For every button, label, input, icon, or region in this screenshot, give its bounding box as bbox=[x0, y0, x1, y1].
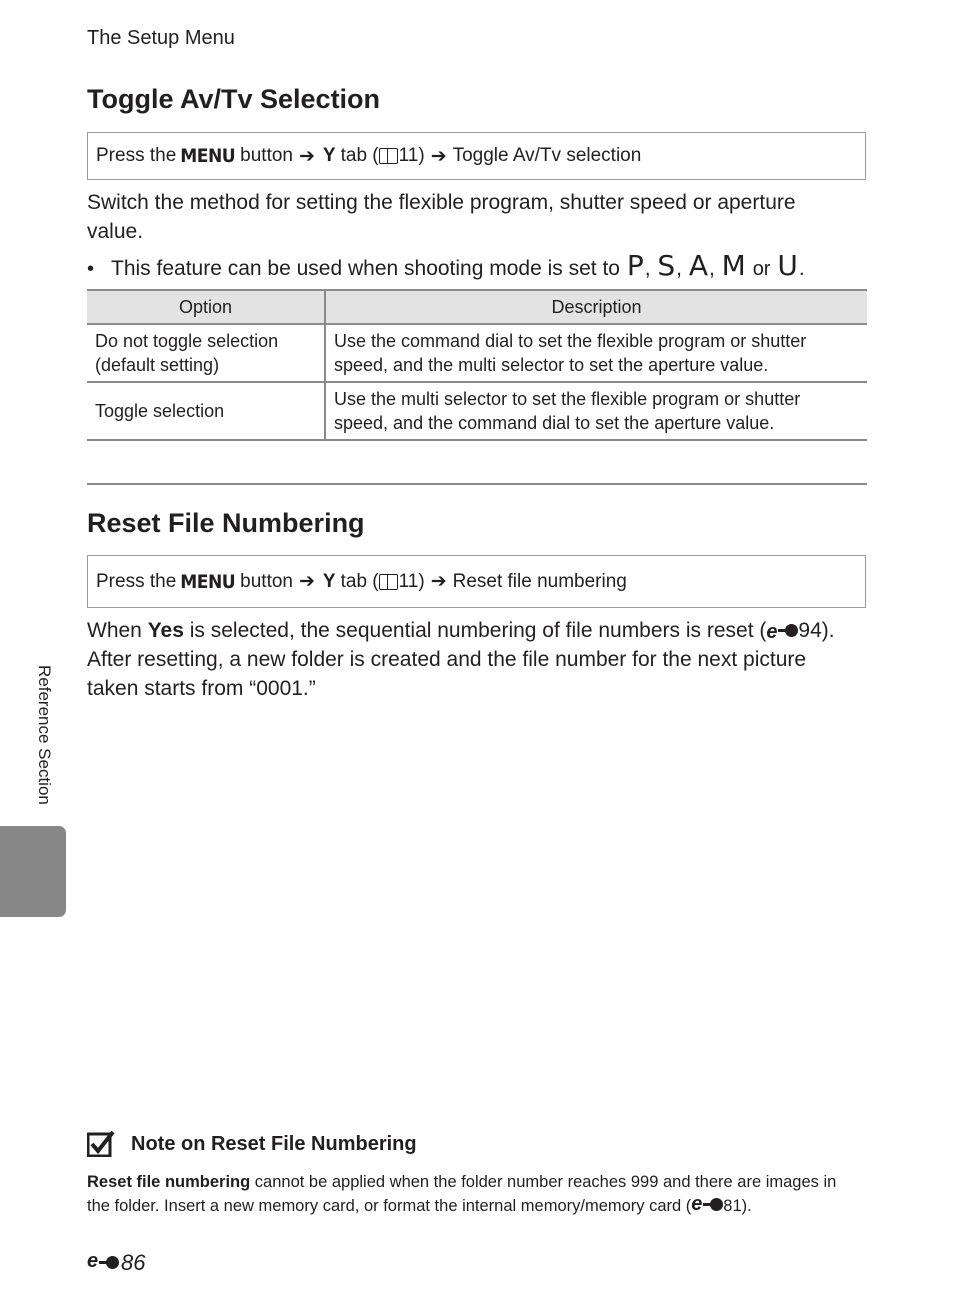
menu-path-tab-word: tab ( bbox=[340, 570, 379, 592]
menu-path-page-ref: 11) bbox=[398, 145, 425, 166]
table-row bbox=[87, 324, 867, 382]
note-text: cannot be applied when the folder number reaches 999 and there are images in the folder. Insert a new memory card, or format the internal memory/memory card ( bbox=[87, 1173, 837, 1215]
mode-m-icon: M bbox=[721, 249, 746, 282]
bullet-end: . bbox=[798, 257, 805, 280]
mode-s-icon: S bbox=[657, 249, 676, 282]
table-row bbox=[87, 382, 867, 440]
section-divider bbox=[87, 483, 867, 485]
bullet-or-word: or bbox=[752, 258, 771, 280]
menu-button-icon: MENU bbox=[180, 570, 236, 593]
page-number-value: 86 bbox=[121, 1250, 146, 1275]
reference-e-icon: e bbox=[87, 1254, 121, 1272]
description-cell: Use the command dial to set the flexible program or shutter speed, and the multi selector to set the aperture value. bbox=[325, 324, 867, 382]
wrench-icon: Y bbox=[322, 570, 336, 592]
mode-u-icon: U bbox=[777, 249, 798, 282]
mode-a-icon: A bbox=[688, 249, 708, 282]
menu-path-target: Reset file numbering bbox=[452, 570, 627, 592]
note-body bbox=[87, 1170, 847, 1218]
description-cell: Use the multi selector to set the flexible program or shutter speed, and the command dial to set the aperture value. bbox=[325, 382, 867, 440]
reference-e-icon: e bbox=[691, 1196, 723, 1212]
option-name: Do not toggle selection bbox=[95, 331, 279, 351]
checkmark-icon bbox=[87, 1131, 115, 1157]
menu-path-target: Toggle Av/Tv selection bbox=[452, 145, 642, 166]
bullet-note: • This feature can be used when shooting mode is set to P , S , A , M or U . bbox=[87, 249, 805, 282]
option-default-note: (default setting) bbox=[95, 355, 220, 375]
book-icon bbox=[379, 574, 398, 590]
options-table bbox=[87, 289, 867, 441]
menu-path-prefix: Press the bbox=[96, 570, 177, 592]
side-tab-marker bbox=[0, 826, 66, 917]
reset-desc-pre: When bbox=[87, 619, 148, 642]
menu-path-button-word: button bbox=[240, 145, 293, 166]
table-header-description: Description bbox=[325, 290, 867, 324]
section-intro-text: Switch the method for setting the flexible program, shutter speed or aperture value. bbox=[87, 191, 796, 243]
mode-p-icon: P bbox=[626, 249, 644, 282]
menu-path-tab-word: tab ( bbox=[340, 145, 379, 166]
menu-button-icon: MENU bbox=[180, 145, 236, 167]
running-header: The Setup Menu bbox=[87, 27, 235, 49]
menu-path-button-word: button bbox=[240, 570, 293, 592]
note-bold-term: Reset file numbering bbox=[87, 1173, 251, 1191]
menu-path-prefix: Press the bbox=[96, 145, 177, 166]
arrow-right-icon: ➔ bbox=[430, 145, 447, 167]
book-icon bbox=[379, 148, 398, 164]
arrow-right-icon: ➔ bbox=[430, 571, 447, 592]
reset-desc-post: After resetting, a new folder is created and the file number for the next picture taken starts from “0001.” bbox=[87, 648, 807, 700]
menu-path-page-ref: 11) bbox=[398, 570, 425, 592]
option-cell bbox=[87, 382, 325, 440]
option-name: Toggle selection bbox=[95, 401, 225, 421]
note-title: Note on Reset File Numbering bbox=[131, 1132, 417, 1155]
menu-path-box bbox=[87, 132, 866, 180]
yes-keyword: Yes bbox=[147, 619, 184, 642]
reference-e-icon: e bbox=[766, 622, 798, 638]
option-cell bbox=[87, 324, 325, 382]
page-number bbox=[87, 1250, 145, 1276]
arrow-right-icon: ➔ bbox=[298, 145, 315, 167]
section-title-reset-file-numbering: Reset File Numbering bbox=[87, 508, 365, 538]
note-heading bbox=[87, 1131, 417, 1157]
bullet-dot-icon: • bbox=[87, 258, 95, 280]
arrow-right-icon: ➔ bbox=[298, 571, 315, 592]
table-header-option: Option bbox=[87, 290, 325, 324]
reset-desc-mid: is selected, the sequential numbering of file numbers is reset ( bbox=[183, 619, 767, 642]
section-title-toggle-av-tv: Toggle Av/Tv Selection bbox=[87, 84, 381, 114]
wrench-icon: Y bbox=[322, 145, 336, 166]
note-ref: 81). bbox=[723, 1197, 752, 1215]
side-tab-label: Reference Section bbox=[35, 665, 54, 805]
bullet-text: This feature can be used when shooting mode is set to bbox=[111, 257, 620, 280]
reset-desc-ref: 94). bbox=[798, 619, 835, 642]
menu-path-box bbox=[87, 555, 866, 608]
reset-description bbox=[87, 616, 857, 703]
